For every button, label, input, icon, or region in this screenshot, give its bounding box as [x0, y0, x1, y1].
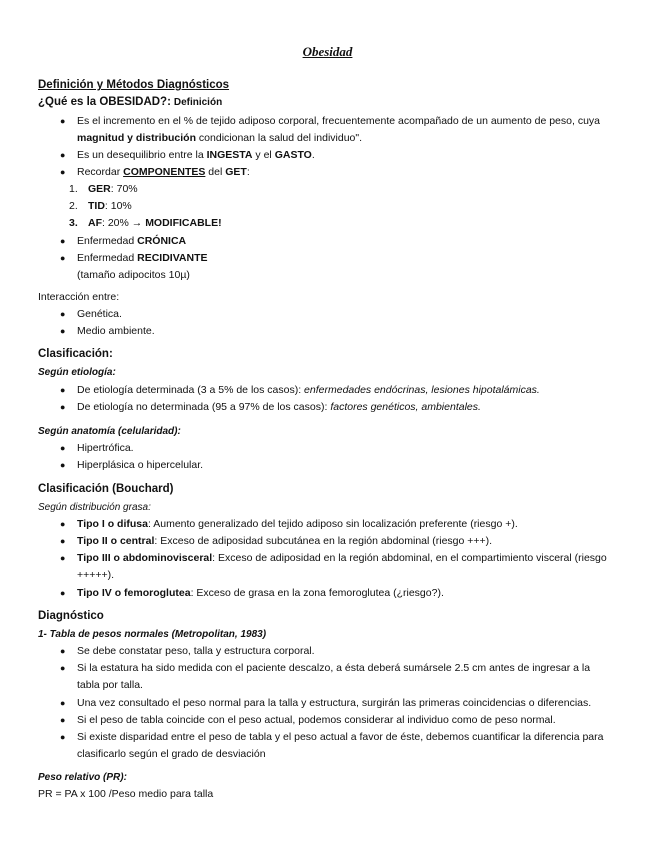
bullet-icon: ● — [60, 698, 66, 708]
section-heading-definicion: Definición y Métodos Diagnósticos — [38, 79, 230, 91]
subheading-distribucion: Según distribución grasa: — [38, 502, 151, 513]
bullet-icon: ● — [60, 309, 66, 319]
bold-phrase: GET — [225, 166, 247, 178]
list-item: Hiperplásica o hipercelular. — [77, 459, 204, 471]
bold-phrase: magnitud y distribución — [77, 132, 197, 144]
list-item-cont: tabla por talla. — [77, 679, 143, 691]
bullet-text-cont: (tamaño adipocitos 10µ) — [77, 269, 190, 281]
text-span: Enfermedad — [77, 252, 138, 264]
bullet-icon: ● — [60, 732, 66, 742]
list-item — [77, 384, 540, 397]
bullet-icon: ● — [60, 663, 66, 673]
italic-phrase: factores genéticos, ambientales. — [330, 401, 481, 413]
list-item — [77, 587, 444, 600]
list-item — [77, 518, 518, 531]
bullet-text — [77, 166, 250, 179]
interaccion-label: Interacción entre: — [38, 291, 120, 303]
list-number: 2. — [69, 200, 78, 212]
bullet-icon: ● — [60, 150, 66, 160]
text-span: De etiología no determinada (95 a 97% de los casos): — [77, 401, 331, 413]
subheading-tabla: 1- Tabla de pesos normales (Metropolitan, 1983) — [38, 629, 267, 640]
text-span: : Aumento generalizado del tejido adiposo sin localización preferente (riesgo +). — [147, 518, 518, 530]
list-item: Si existe disparidad entre el peso de tabla y el peso actual a favor de éste, debemos cuantificar la diferencia para — [77, 731, 604, 743]
bullet-icon: ● — [60, 646, 66, 656]
numbered-item — [88, 183, 138, 196]
list-number: 1. — [69, 183, 78, 195]
subheading-peso-relativo: Peso relativo (PR): — [38, 772, 127, 783]
list-item: Si la estatura ha sido medida con el paciente descalzo, a ésta deberá sumársele 2.5 cm antes de ingresar a la — [77, 662, 591, 674]
list-number: 3. — [69, 217, 78, 229]
bullet-icon: ● — [60, 167, 66, 177]
bullet-icon: ● — [60, 385, 66, 395]
page-title: Obesidad — [302, 44, 353, 59]
list-item — [77, 535, 492, 548]
bold-phrase: CRÓNICA — [137, 235, 187, 247]
bold-phrase: Tipo I o difusa — [77, 518, 148, 530]
bullet-icon: ● — [60, 588, 66, 598]
bullet-text — [77, 235, 186, 248]
bullet-icon: ● — [60, 553, 66, 563]
text-span: : 10% — [104, 200, 132, 212]
bullet-icon: ● — [60, 116, 66, 126]
bold-phrase: Tipo IV o femoroglutea — [77, 587, 191, 599]
text-span: . — [311, 149, 315, 161]
bullet-icon: ● — [60, 460, 66, 470]
numbered-item — [88, 217, 222, 230]
bold-phrase: Tipo II o central — [77, 535, 155, 547]
subheading-etiologia: Según etiología: — [38, 367, 116, 378]
list-item — [77, 552, 607, 565]
bullet-icon: ● — [60, 253, 66, 263]
question-line — [38, 96, 222, 109]
bold-phrase: GER — [88, 183, 111, 195]
text-span: del — [205, 166, 226, 178]
bullet-icon: ● — [60, 536, 66, 546]
list-item-cont: clasificarlo según el grado de desviación — [77, 748, 266, 760]
list-item: Hipertrófica. — [77, 442, 134, 454]
italic-phrase: enfermedades endócrinas, lesiones hipotalámicas. — [304, 384, 540, 396]
bold-phrase: GASTO — [274, 149, 312, 161]
bullet-text: Es el incremento en el % de tejido adiposo corporal, frecuentemente acompañado de un aumento de peso, cuya — [77, 115, 601, 127]
list-item: Si el peso de tabla coincide con el peso actual, podemos considerar al individuo como de peso normal. — [77, 714, 556, 726]
list-item: Genética. — [77, 308, 122, 320]
bullet-icon: ● — [60, 443, 66, 453]
text-span: y el — [252, 149, 275, 161]
subheading-anatomia: Según anatomía (celularidad): — [38, 426, 181, 437]
bold-phrase: AF — [88, 217, 102, 229]
bullet-text — [77, 252, 208, 265]
text-span: condicionan la salud del individuo". — [196, 132, 363, 144]
bold-phrase: INGESTA — [206, 149, 253, 161]
numbered-item — [88, 200, 132, 213]
text-span: Enfermedad — [77, 235, 138, 247]
section-heading-bouchard: Clasificación (Bouchard) — [38, 483, 174, 495]
text-span: Recordar — [77, 166, 124, 178]
question-text: ¿Qué es la OBESIDAD?: — [38, 96, 171, 108]
section-heading-diagnostico: Diagnóstico — [38, 610, 104, 622]
text-span: : Exceso de adiposidad en la región abdominal, en el compartimiento visceral (riesgo — [212, 552, 607, 564]
bullet-text-cont — [77, 132, 362, 145]
bold-phrase: RECIDIVANTE — [137, 252, 208, 264]
bullet-icon: ● — [60, 326, 66, 336]
text-span: : — [246, 166, 250, 178]
bullet-icon: ● — [60, 236, 66, 246]
text-span: Es un desequilibrio entre la — [77, 149, 207, 161]
bullet-icon: ● — [60, 519, 66, 529]
text-span: : Exceso de grasa en la zona femoroglutea (¿riesgo?). — [190, 587, 444, 599]
list-item-cont: +++++). — [77, 569, 115, 581]
underlined-phrase: COMPONENTES — [123, 166, 206, 178]
bullet-icon: ● — [60, 402, 66, 412]
bold-phrase: Tipo III o abdominovisceral — [77, 552, 213, 564]
list-item — [77, 401, 481, 414]
question-tag: Definición — [173, 97, 223, 108]
bold-phrase: TID — [88, 200, 105, 212]
formula-text: PR = PA x 100 /Peso medio para talla — [38, 788, 214, 800]
bullet-text — [77, 149, 315, 162]
text-span: : 20% → — [102, 217, 146, 229]
list-item: Una vez consultado el peso normal para la talla y estructura, surgirán las primeras coincidencias o diferencias. — [77, 697, 592, 709]
list-item: Medio ambiente. — [77, 325, 155, 337]
text-span: : Exceso de adiposidad subcutánea en la región abdominal (riesgo +++). — [154, 535, 493, 547]
section-heading-clasificacion: Clasificación: — [38, 348, 113, 360]
text-span: : 70% — [110, 183, 138, 195]
bold-phrase: MODIFICABLE! — [145, 217, 222, 229]
bullet-icon: ● — [60, 715, 66, 725]
list-item: Se debe constatar peso, talla y estructura corporal. — [77, 645, 315, 657]
text-span: De etiología determinada (3 a 5% de los casos): — [77, 384, 305, 396]
